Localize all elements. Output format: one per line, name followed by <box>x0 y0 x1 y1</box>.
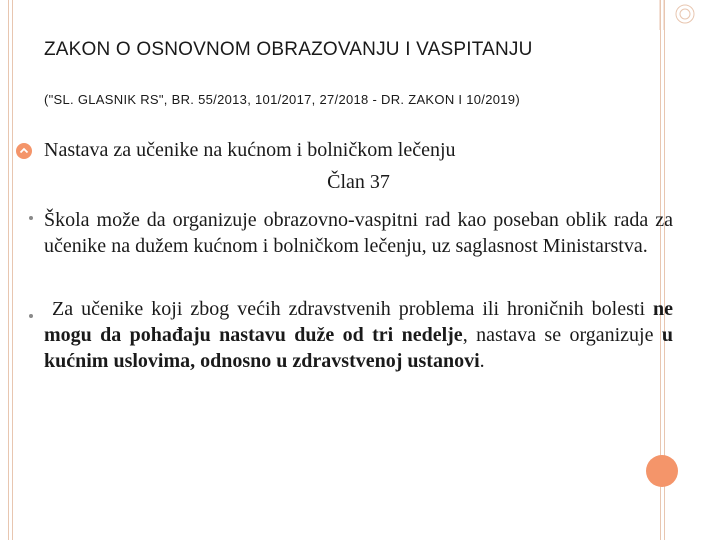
paragraph-2-text-b: , nastava se organizuje <box>462 324 662 346</box>
frame-left-line-inner <box>12 0 13 540</box>
top-ornament-icon <box>655 0 710 36</box>
paragraph-2 <box>44 296 673 374</box>
orange-circle-chevron-icon <box>16 143 32 159</box>
paragraph-2-bold-a: ne mogu da pohađaju nastavu duže od tri nedelje <box>44 298 674 346</box>
paragraph-1: Škola može da organizuje obrazovno-vaspitni rad kao poseban oblik rada za učenike na dužem kućnom i bolničkom lečenju, uz saglasnost Ministarstva. <box>44 209 673 257</box>
paragraph-2-text-c: . <box>479 350 485 372</box>
frame-left-line <box>8 0 9 540</box>
paragraph-2-bold-b: u kućnim uslovima, odnosno u zdravstvenoj ustanovi <box>44 324 673 372</box>
article-number: Član 37 <box>327 171 390 193</box>
bullet-dot-icon <box>29 314 33 318</box>
orange-circle-decoration <box>646 455 678 487</box>
bullet-dot-icon <box>29 216 33 220</box>
paragraph-2-text-a: Za učenike koji zbog većih zdravstvenih problema ili hroničnih bolesti <box>52 298 654 320</box>
slide-subtitle: ("SL. GLASNIK RS", BR. 55/2013, 101/2017, 27/2018 - DR. ZAKON I 10/2019) <box>44 92 520 107</box>
slide-title: ZAKON O OSNOVNOM OBRAZOVANJU I VASPITANJU <box>44 39 533 60</box>
section-heading: Nastava za učenike na kućnom i bolničkom lečenju <box>44 139 456 161</box>
